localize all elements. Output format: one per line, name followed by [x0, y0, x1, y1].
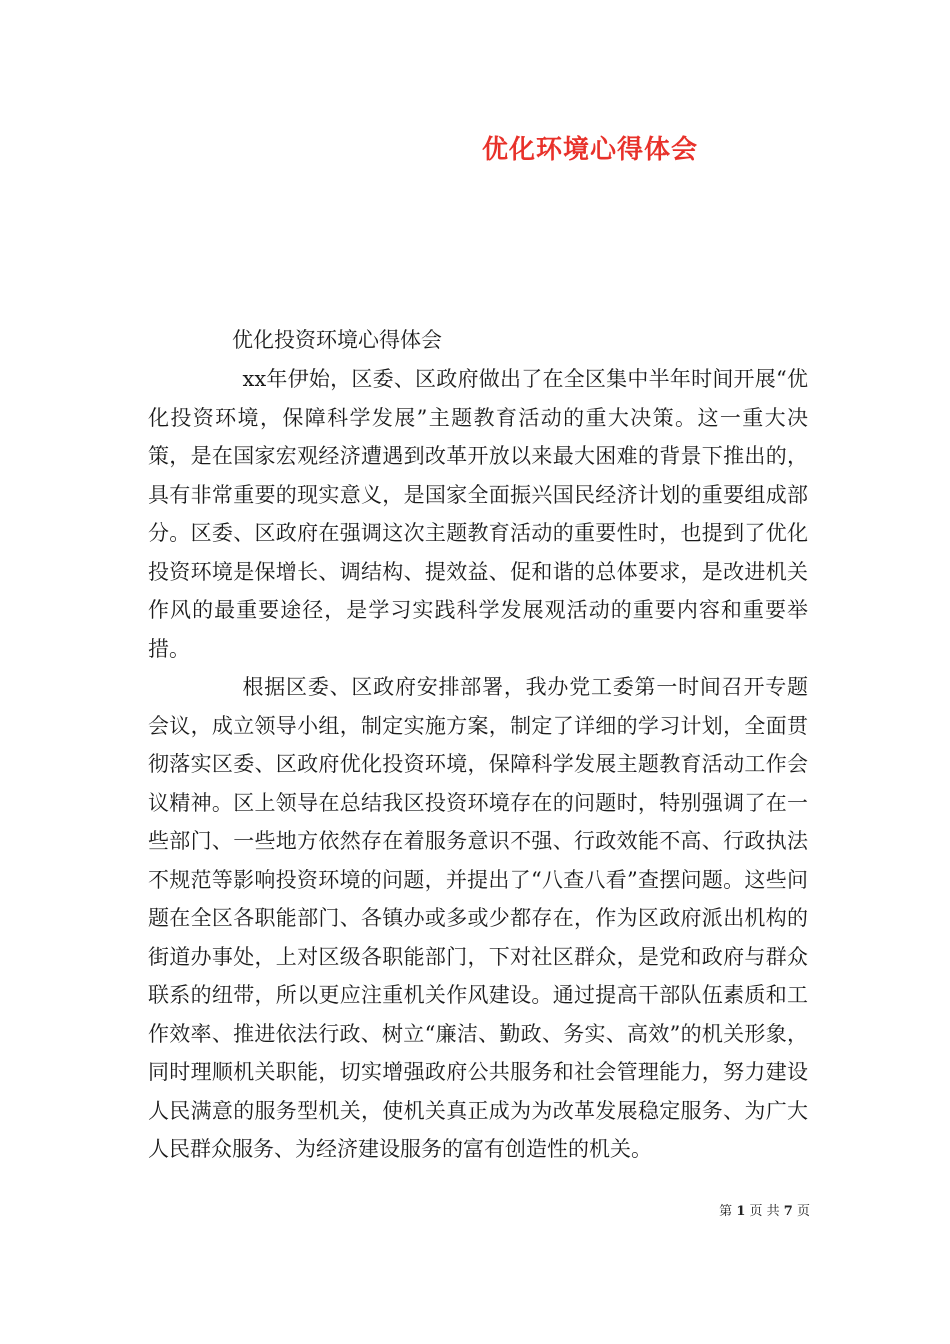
- document-title: 优化环境心得体会: [481, 135, 698, 165]
- total-page-count: 7: [783, 1204, 793, 1219]
- footer-prefix: 第: [719, 1204, 733, 1219]
- current-page-number: 1: [736, 1204, 746, 1219]
- page-number-footer: [690, 1202, 810, 1222]
- body-paragraph-2: 根据区委、区政府安排部署，我办党工委第一时间召开专题会议，成立领导小组，制定实施方案，制定了详细的学习计划，全面贯彻落实区委、区政府优化投资环境，保障科学发展主题教育活动工作会议精神。区上领导在总结我区投资环境存在的问题时，特别强调了在一些部门、一些地方依然存在着服务意识不强、行政效能不高、行政执法不规范等影响投资环境的问题，并提出了“八查八看”查摆问题。这些问题在全区各职能部门、各镇办或多或少都存在，作为区政府派出机构的街道办事处，上对区级各职能部门，下对社区群众，是党和政府与群众联系的纽带，所以更应注重机关作风建设。通过提高干部队伍素质和工作效率、推进依法行政、树立“廉洁、勤政、务实、高效”的机关形象，同时理顺机关职能，切实增强政府公共服务和社会管理能力，努力建设人民满意的服务型机关，使机关真正成为为改革发展稳定服务、为广大人民群众服务、为经济建设服务的富有创造性的机关。: [148, 675, 808, 1161]
- footer-middle: 页 共: [749, 1204, 780, 1219]
- body-paragraph-1: xx年伊始，区委、区政府做出了在全区集中半年时间开展“优化投资环境，保障科学发展”主题教育活动的重大决策。这一重大决策，是在国家宏观经济遭遇到改革开放以来最大困难的背景下推出的，具有非常重要的现实意义，是国家全面振兴国民经济计划的重要组成部分。区委、区政府在强调这次主题教育活动的重要性时，也提到了优化投资环境是保增长、调结构、提效益、促和谐的总体要求，是改进机关作风的最重要途径，是学习实践科学发展观活动的重要内容和重要举措。: [148, 367, 808, 661]
- document-body: [148, 360, 808, 1169]
- document-subtitle: 优化投资环境心得体会: [232, 328, 442, 352]
- footer-suffix: 页: [796, 1204, 810, 1219]
